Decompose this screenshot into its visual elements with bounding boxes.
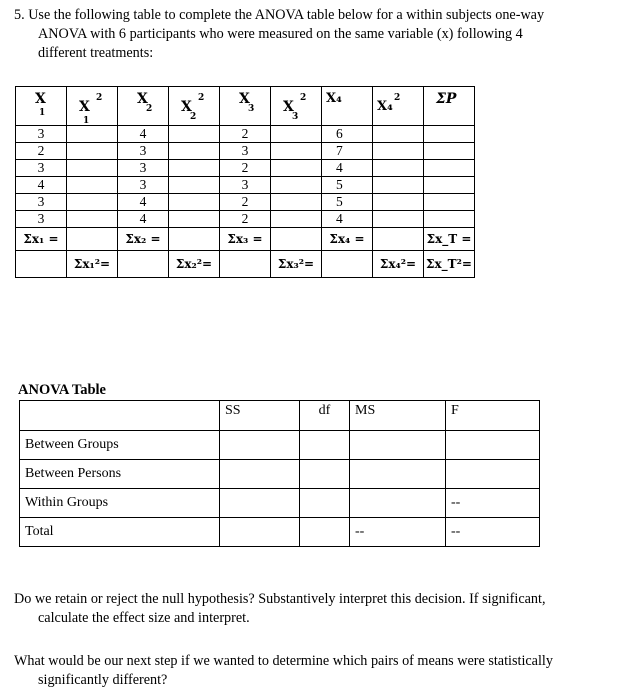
question-retain-line-2: calculate the effect size and interpret. — [38, 610, 250, 626]
cell-x1-sq — [67, 194, 118, 211]
cell-x2-sq — [169, 194, 220, 211]
cell-x3: 2 — [220, 194, 271, 211]
empty-cell — [67, 228, 118, 251]
anova-row-between-persons — [20, 460, 540, 489]
question-5 — [14, 6, 619, 63]
question-next-step — [14, 652, 619, 690]
cell-x1-sq — [67, 177, 118, 194]
empty-cell — [16, 251, 67, 278]
cell-sum-p — [424, 177, 475, 194]
anova-df-cell — [300, 489, 350, 518]
data-table-row — [16, 194, 475, 211]
sum-x4-squared-label: Σx₄²= — [373, 251, 424, 278]
cell-x4: 4 — [322, 160, 373, 177]
header-x1-squared: X 1 2 — [67, 87, 118, 126]
cell-x2-sq — [169, 143, 220, 160]
data-table-row — [16, 211, 475, 228]
anova-df-cell — [300, 431, 350, 460]
cell-x2: 4 — [118, 126, 169, 143]
anova-ss-cell — [220, 431, 300, 460]
cell-x2: 4 — [118, 194, 169, 211]
sum-x2-label: Σx₂ = — [118, 228, 169, 251]
anova-table-title: ANOVA Table — [18, 382, 106, 398]
header-x3-squared: X 3 2 — [271, 87, 322, 126]
sum-x3-label: Σx₃ = — [220, 228, 271, 251]
question-5-line-2: ANOVA with 6 participants who were measured on the same variable (x) following 4 — [38, 26, 523, 42]
cell-x3-sq — [271, 126, 322, 143]
cell-x3: 3 — [220, 143, 271, 160]
anova-header-row — [20, 401, 540, 431]
cell-x3: 2 — [220, 126, 271, 143]
anova-col-df: df — [300, 401, 350, 431]
anova-ss-cell — [220, 518, 300, 547]
sum-total-squared-label: Σx_T²= — [424, 251, 475, 278]
anova-row-between-groups — [20, 431, 540, 460]
cell-x1: 3 — [16, 126, 67, 143]
cell-x4-sq — [373, 160, 424, 177]
question-retain-reject — [14, 590, 619, 628]
cell-x4: 5 — [322, 177, 373, 194]
cell-x1: 2 — [16, 143, 67, 160]
empty-cell — [169, 228, 220, 251]
cell-sum-p — [424, 126, 475, 143]
cell-x3-sq — [271, 194, 322, 211]
data-table-row — [16, 160, 475, 177]
cell-sum-p — [424, 143, 475, 160]
cell-x3: 3 — [220, 177, 271, 194]
anova-row-label: Total — [20, 518, 220, 547]
cell-x3-sq — [271, 177, 322, 194]
cell-x2-sq — [169, 211, 220, 228]
squared-sums-row — [16, 251, 475, 278]
anova-row-total — [20, 518, 540, 547]
cell-x1: 3 — [16, 211, 67, 228]
question-5-line-1: 5. Use the following table to complete the ANOVA table below for a within subjects one-way — [14, 7, 545, 23]
anova-row-within-groups — [20, 489, 540, 518]
anova-df-cell — [300, 518, 350, 547]
anova-col-f: F — [446, 401, 540, 431]
question-next-line-2: significantly different? — [38, 672, 168, 688]
header-x3: X 3 — [220, 87, 271, 126]
cell-x3: 2 — [220, 211, 271, 228]
cell-x4-sq — [373, 211, 424, 228]
question-next-line-1: What would be our next step if we wanted to determine which pairs of means were statistically — [14, 653, 553, 669]
empty-cell — [322, 251, 373, 278]
cell-x2: 3 — [118, 177, 169, 194]
cell-sum-p — [424, 211, 475, 228]
empty-cell — [271, 228, 322, 251]
cell-x3-sq — [271, 143, 322, 160]
sum-x4-label: Σx₄ = — [322, 228, 373, 251]
anova-ss-cell — [220, 460, 300, 489]
cell-x2-sq — [169, 126, 220, 143]
data-table — [15, 86, 475, 278]
sum-x1-squared-label: Σx₁²= — [67, 251, 118, 278]
question-5-line-3: different treatments: — [38, 45, 154, 61]
cell-x4: 6 — [322, 126, 373, 143]
empty-cell — [220, 251, 271, 278]
cell-x2: 4 — [118, 211, 169, 228]
cell-x4-sq — [373, 177, 424, 194]
header-x4-squared: X₄ 2 — [373, 87, 424, 126]
cell-x4: 5 — [322, 194, 373, 211]
data-table-header-row — [16, 87, 475, 126]
anova-ms-cell — [350, 431, 446, 460]
anova-ss-cell — [220, 489, 300, 518]
anova-ms-cell — [350, 489, 446, 518]
anova-row-label: Within Groups — [20, 489, 220, 518]
anova-ms-cell: -- — [350, 518, 446, 547]
cell-x3-sq — [271, 211, 322, 228]
anova-table — [19, 400, 540, 547]
empty-cell — [373, 228, 424, 251]
sum-total-label: Σx_T = — [424, 228, 475, 251]
cell-x4-sq — [373, 126, 424, 143]
sum-x3-squared-label: Σx₃²= — [271, 251, 322, 278]
header-x4: X₄ — [322, 87, 373, 126]
header-x2: X 2 — [118, 87, 169, 126]
header-sum-p: ΣP — [424, 87, 475, 126]
data-table-row — [16, 177, 475, 194]
empty-cell — [118, 251, 169, 278]
anova-ms-cell — [350, 460, 446, 489]
cell-x4-sq — [373, 143, 424, 160]
cell-x3-sq — [271, 160, 322, 177]
cell-x1-sq — [67, 211, 118, 228]
cell-x3: 2 — [220, 160, 271, 177]
anova-f-cell — [446, 460, 540, 489]
cell-x2-sq — [169, 160, 220, 177]
header-x1: X 1 — [16, 87, 67, 126]
anova-f-cell: -- — [446, 489, 540, 518]
cell-x4-sq — [373, 194, 424, 211]
question-retain-line-1: Do we retain or reject the null hypothesis? Substantively interpret this decision. If significant, — [14, 591, 546, 607]
cell-sum-p — [424, 160, 475, 177]
anova-f-cell: -- — [446, 518, 540, 547]
sums-row — [16, 228, 475, 251]
cell-x4: 7 — [322, 143, 373, 160]
sum-x1-label: Σx₁ = — [16, 228, 67, 251]
cell-x2-sq — [169, 177, 220, 194]
cell-x4: 4 — [322, 211, 373, 228]
cell-sum-p — [424, 194, 475, 211]
cell-x1-sq — [67, 160, 118, 177]
cell-x1: 3 — [16, 160, 67, 177]
sum-x2-squared-label: Σx₂²= — [169, 251, 220, 278]
cell-x1: 3 — [16, 194, 67, 211]
cell-x1-sq — [67, 143, 118, 160]
cell-x1: 4 — [16, 177, 67, 194]
anova-row-label: Between Groups — [20, 431, 220, 460]
anova-col-ss: SS — [220, 401, 300, 431]
anova-row-label: Between Persons — [20, 460, 220, 489]
anova-corner-cell — [20, 401, 220, 431]
anova-f-cell — [446, 431, 540, 460]
data-table-row — [16, 143, 475, 160]
cell-x2: 3 — [118, 143, 169, 160]
anova-col-ms: MS — [350, 401, 446, 431]
cell-x1-sq — [67, 126, 118, 143]
header-x2-squared: X 2 2 — [169, 87, 220, 126]
anova-df-cell — [300, 460, 350, 489]
cell-x2: 3 — [118, 160, 169, 177]
